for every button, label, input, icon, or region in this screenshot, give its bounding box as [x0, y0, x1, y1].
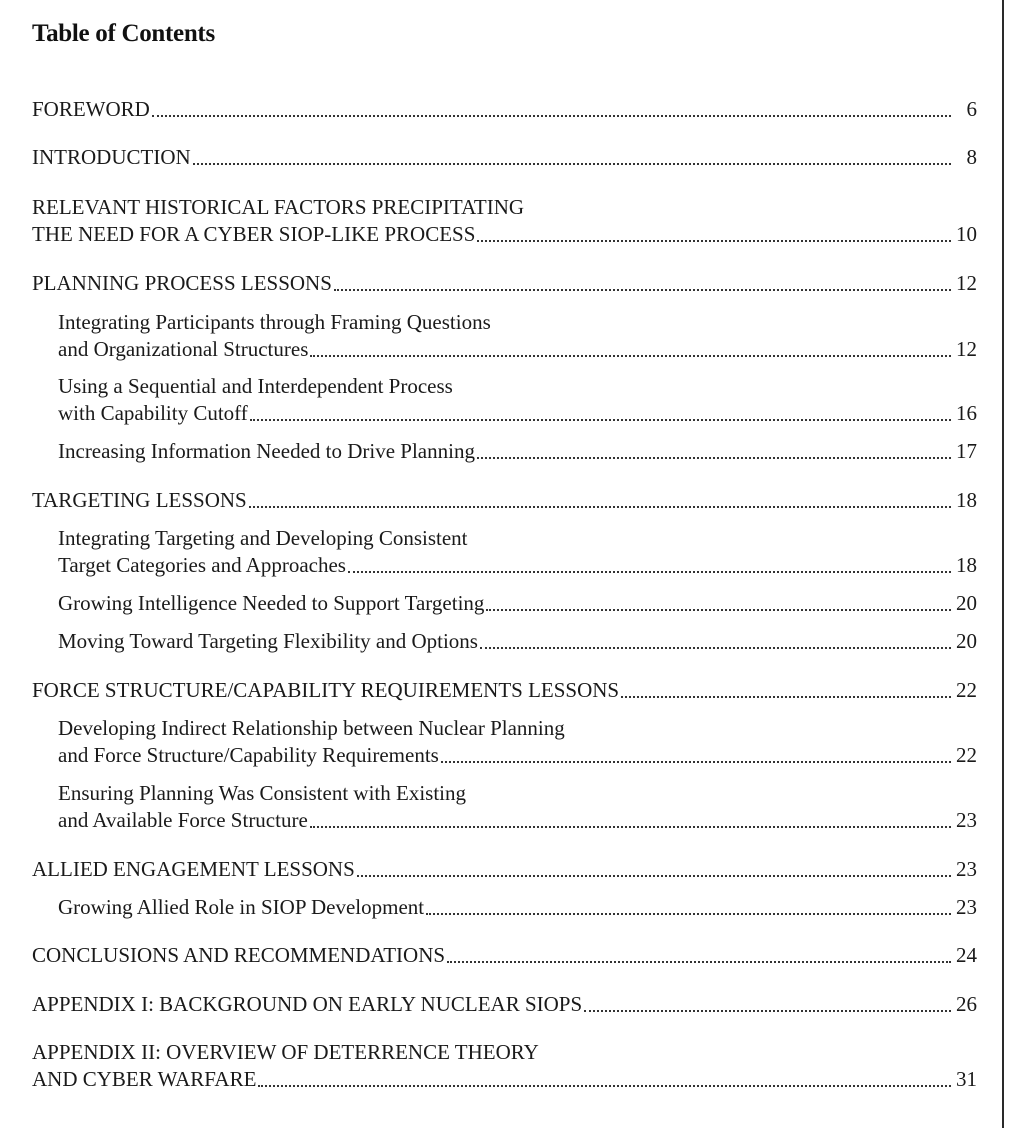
- toc-line: [0, 590, 1012, 617]
- toc-line: [0, 807, 1012, 834]
- dot-leader: [486, 609, 951, 611]
- toc-entry-title: FOREWORD: [32, 97, 150, 121]
- toc-page-number: 22: [956, 678, 977, 702]
- toc-entry-title: THE NEED FOR A CYBER SIOP-LIKE PROCESS: [32, 222, 476, 246]
- toc-line: [0, 144, 1012, 171]
- toc-line: [0, 780, 1012, 807]
- dot-leader: [152, 115, 951, 117]
- dot-leader: [310, 826, 951, 828]
- toc-line: [0, 525, 1012, 552]
- toc-entry-title: AND CYBER WARFARE: [32, 1067, 257, 1091]
- toc-line: [0, 221, 1012, 248]
- toc-section-entry: [0, 144, 1012, 171]
- toc-line: [0, 400, 1012, 427]
- toc-section-entry: [0, 856, 1012, 883]
- toc-line: [0, 677, 1012, 704]
- toc-page-number: 24: [956, 943, 977, 967]
- toc-subsection-entry: [0, 309, 1012, 363]
- toc-entry-title: with Capability Cutoff: [58, 401, 248, 425]
- toc-line: [0, 552, 1012, 579]
- toc-entry-title: Growing Intelligence Needed to Support Targeting: [58, 591, 485, 615]
- dot-leader: [310, 355, 951, 357]
- dot-leader: [193, 163, 951, 165]
- dot-leader: [334, 289, 951, 291]
- toc-entry-title: TARGETING LESSONS: [32, 488, 247, 512]
- dot-leader: [447, 961, 951, 963]
- toc-subsection-entry: [0, 894, 1012, 921]
- dot-leader: [477, 240, 951, 242]
- toc-line: [0, 1066, 1012, 1093]
- toc-entry-title: Moving Toward Targeting Flexibility and Options: [58, 629, 478, 653]
- toc-line: [0, 856, 1012, 883]
- dot-leader: [621, 696, 951, 698]
- toc-entry-title: CONCLUSIONS AND RECOMMENDATIONS: [32, 943, 446, 967]
- toc-section-entry: [0, 194, 1012, 248]
- toc-line: [0, 373, 1012, 400]
- toc-subsection-entry: [0, 373, 1012, 427]
- dot-leader: [441, 761, 951, 763]
- toc-page-number: 10: [956, 222, 977, 246]
- toc-page-number: 20: [956, 629, 977, 653]
- toc-line: [0, 96, 1012, 123]
- toc-entry-title: Target Categories and Approaches: [58, 553, 346, 577]
- toc-entry-title: ALLIED ENGAGEMENT LESSONS: [32, 857, 355, 881]
- toc-line: [0, 309, 1012, 336]
- dot-leader: [477, 457, 951, 459]
- toc-line: [0, 628, 1012, 655]
- toc-section-entry: [0, 1039, 1012, 1093]
- toc-subsection-entry: [0, 438, 1012, 465]
- toc-entry-title: FORCE STRUCTURE/CAPABILITY REQUIREMENTS LESSONS: [32, 678, 620, 702]
- toc-page-number: 22: [956, 743, 977, 767]
- toc-page-number: 17: [956, 439, 977, 463]
- toc-page-number: 16: [956, 401, 977, 425]
- dot-leader: [584, 1010, 951, 1012]
- toc-line: [0, 715, 1012, 742]
- toc-entry-title: and Organizational Structures: [58, 337, 309, 361]
- toc-entry-title: and Available Force Structure: [58, 808, 308, 832]
- toc-page-number: 6: [966, 97, 977, 121]
- dot-leader: [357, 875, 951, 877]
- toc-page-number: 12: [956, 271, 977, 295]
- toc-entry-title: INTRODUCTION: [32, 145, 191, 169]
- toc-entry-title: APPENDIX II: OVERVIEW OF DETERRENCE THEORY: [32, 1040, 539, 1064]
- toc-line: [0, 1039, 1012, 1066]
- toc-page-number: 23: [956, 895, 977, 919]
- dot-leader: [258, 1085, 951, 1087]
- toc-entry-title: RELEVANT HISTORICAL FACTORS PRECIPITATING: [32, 195, 525, 219]
- dot-leader: [249, 506, 951, 508]
- toc-section-entry: [0, 942, 1012, 969]
- toc-line: [0, 438, 1012, 465]
- toc-line: [0, 991, 1012, 1018]
- toc-section-entry: [0, 270, 1012, 297]
- toc-page-number: 31: [956, 1067, 977, 1091]
- toc-entry-title: Ensuring Planning Was Consistent with Existing: [58, 781, 467, 805]
- toc-entry-title: Integrating Participants through Framing Questions: [58, 310, 491, 334]
- toc-subsection-entry: [0, 628, 1012, 655]
- toc-section-entry: [0, 487, 1012, 514]
- toc-entry-title: PLANNING PROCESS LESSONS: [32, 271, 332, 295]
- toc-entry-title: Integrating Targeting and Developing Consistent: [58, 526, 468, 550]
- toc-page-number: 26: [956, 992, 977, 1016]
- toc-page-number: 18: [956, 553, 977, 577]
- toc-line: [0, 336, 1012, 363]
- toc-line: [0, 742, 1012, 769]
- toc-subsection-entry: [0, 590, 1012, 617]
- toc-page-number: 23: [956, 857, 977, 881]
- dot-leader: [426, 913, 951, 915]
- toc-line: [0, 487, 1012, 514]
- toc-subsection-entry: [0, 780, 1012, 834]
- toc-page-number: 18: [956, 488, 977, 512]
- toc-line: [0, 270, 1012, 297]
- toc-entry-title: and Force Structure/Capability Requirements: [58, 743, 439, 767]
- page-title: Table of Contents: [32, 20, 215, 47]
- toc-subsection-entry: [0, 525, 1012, 579]
- toc-section-entry: [0, 96, 1012, 123]
- toc-page-number: 20: [956, 591, 977, 615]
- dot-leader: [250, 419, 951, 421]
- dot-leader: [480, 647, 951, 649]
- toc-page-number: 12: [956, 337, 977, 361]
- toc-line: [0, 194, 1012, 221]
- toc-entry-title: Growing Allied Role in SIOP Development: [58, 895, 425, 919]
- toc-page-number: 8: [966, 145, 977, 169]
- toc-entry-title: Developing Indirect Relationship between Nuclear Planning: [58, 716, 565, 740]
- toc-entry-title: APPENDIX I: BACKGROUND ON EARLY NUCLEAR SIOPS: [32, 992, 583, 1016]
- toc-page-number: 23: [956, 808, 977, 832]
- toc-line: [0, 942, 1012, 969]
- toc-section-entry: [0, 677, 1012, 704]
- toc-entry-title: Increasing Information Needed to Drive Planning: [58, 439, 475, 463]
- toc-line: [0, 894, 1012, 921]
- toc-entry-title: Using a Sequential and Interdependent Process: [58, 374, 453, 398]
- toc-section-entry: [0, 991, 1012, 1018]
- dot-leader: [348, 571, 951, 573]
- toc-subsection-entry: [0, 715, 1012, 769]
